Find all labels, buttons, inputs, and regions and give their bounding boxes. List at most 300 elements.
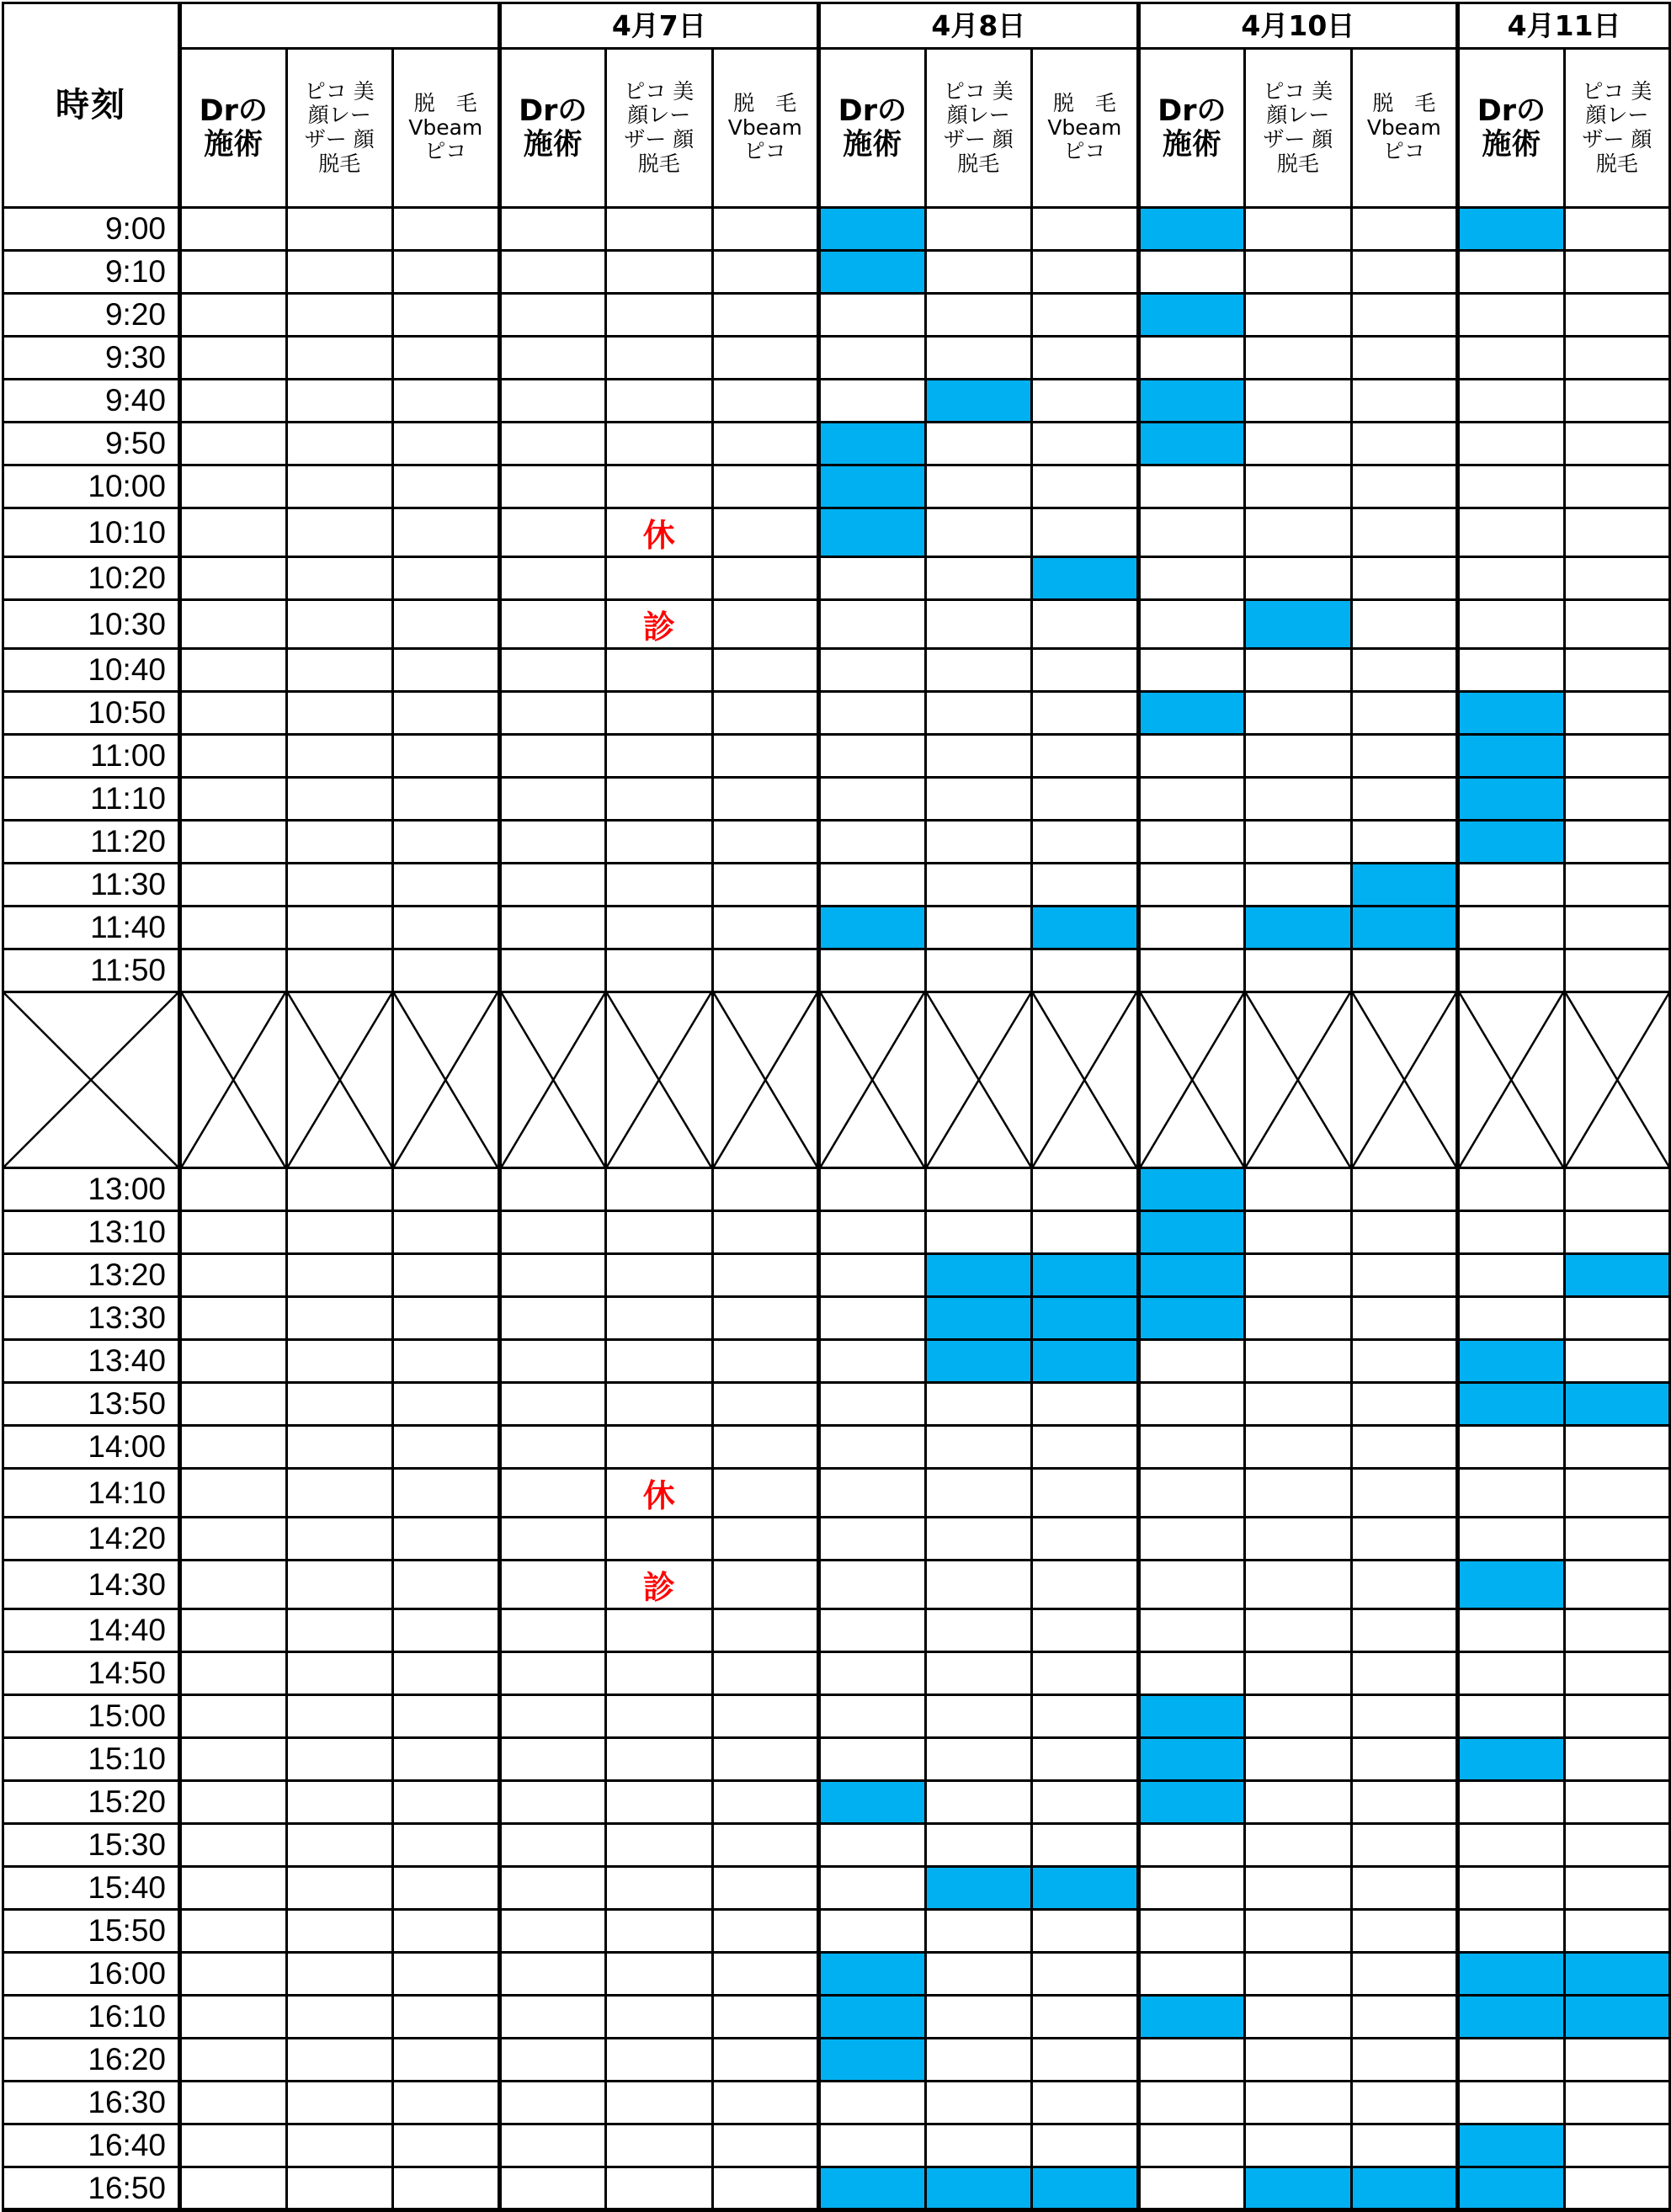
slot-cell[interactable]	[393, 1996, 500, 2039]
slot-cell[interactable]	[819, 2124, 926, 2167]
booked-slot-cell[interactable]	[1458, 1738, 1565, 1781]
booked-slot-cell[interactable]	[1138, 380, 1245, 423]
slot-cell[interactable]	[499, 557, 606, 600]
slot-cell[interactable]	[1138, 1910, 1245, 1953]
slot-cell[interactable]	[1138, 465, 1245, 508]
slot-cell[interactable]	[925, 208, 1032, 251]
slot-cell[interactable]	[1351, 380, 1458, 423]
slot-cell[interactable]	[1564, 380, 1671, 423]
slot-cell[interactable]	[499, 2082, 606, 2124]
slot-cell[interactable]	[606, 251, 713, 294]
slot-cell[interactable]	[393, 821, 500, 864]
booked-slot-cell[interactable]	[819, 251, 926, 294]
slot-cell[interactable]	[1032, 821, 1139, 864]
slot-cell[interactable]	[499, 1781, 606, 1824]
slot-cell[interactable]	[925, 508, 1032, 557]
slot-cell[interactable]	[1032, 735, 1139, 778]
slot-cell[interactable]	[180, 949, 287, 992]
booked-slot-cell[interactable]	[819, 465, 926, 508]
slot-cell[interactable]	[393, 2124, 500, 2167]
slot-cell[interactable]	[1564, 1518, 1671, 1561]
slot-cell[interactable]	[286, 465, 393, 508]
slot-cell[interactable]	[712, 649, 819, 692]
slot-cell[interactable]	[393, 380, 500, 423]
slot-cell[interactable]	[925, 1469, 1032, 1518]
slot-cell[interactable]	[1564, 1824, 1671, 1867]
slot-cell[interactable]	[180, 1738, 287, 1781]
slot-cell[interactable]	[819, 600, 926, 649]
slot-cell[interactable]	[180, 2082, 287, 2124]
slot-cell[interactable]	[1138, 1953, 1245, 1996]
slot-cell[interactable]	[499, 1867, 606, 1910]
slot-cell[interactable]	[180, 1867, 287, 1910]
slot-cell[interactable]	[286, 1824, 393, 1867]
slot-cell[interactable]	[606, 1738, 713, 1781]
slot-cell[interactable]	[180, 294, 287, 337]
slot-cell[interactable]	[1032, 1695, 1139, 1738]
booked-slot-cell[interactable]	[925, 1340, 1032, 1383]
booked-slot-cell[interactable]	[1245, 2167, 1352, 2210]
slot-cell[interactable]	[393, 692, 500, 735]
slot-cell[interactable]	[1245, 1738, 1352, 1781]
slot-cell[interactable]	[925, 1652, 1032, 1695]
slot-cell[interactable]	[1351, 735, 1458, 778]
slot-cell[interactable]	[712, 1996, 819, 2039]
slot-cell[interactable]	[1245, 1953, 1352, 1996]
slot-cell[interactable]	[1564, 864, 1671, 907]
slot-cell[interactable]	[606, 380, 713, 423]
slot-cell[interactable]	[180, 1469, 287, 1518]
slot-cell[interactable]	[1351, 1383, 1458, 1426]
slot-cell[interactable]	[499, 423, 606, 465]
slot-cell[interactable]	[819, 1561, 926, 1609]
slot-cell[interactable]	[925, 1910, 1032, 1953]
slot-cell[interactable]	[1564, 1867, 1671, 1910]
slot-cell[interactable]	[712, 1609, 819, 1652]
slot-cell[interactable]	[180, 1695, 287, 1738]
slot-cell[interactable]	[499, 1910, 606, 1953]
slot-cell[interactable]	[1138, 1518, 1245, 1561]
slot-cell[interactable]	[393, 337, 500, 380]
slot-cell[interactable]	[393, 557, 500, 600]
slot-cell[interactable]	[712, 1867, 819, 1910]
slot-cell[interactable]	[712, 692, 819, 735]
slot-cell[interactable]	[1032, 1383, 1139, 1426]
booked-slot-cell[interactable]	[819, 1996, 926, 2039]
slot-cell[interactable]	[286, 1953, 393, 1996]
slot-cell[interactable]	[180, 692, 287, 735]
slot-cell[interactable]	[393, 864, 500, 907]
slot-cell[interactable]	[499, 1953, 606, 1996]
slot-cell[interactable]	[1245, 251, 1352, 294]
slot-cell[interactable]	[606, 1383, 713, 1426]
slot-cell[interactable]	[393, 1469, 500, 1518]
slot-cell[interactable]	[499, 294, 606, 337]
slot-cell[interactable]	[1245, 1518, 1352, 1561]
slot-cell[interactable]	[499, 735, 606, 778]
slot-cell[interactable]	[1351, 778, 1458, 821]
slot-cell[interactable]	[180, 1953, 287, 1996]
slot-cell[interactable]	[286, 1254, 393, 1297]
slot-cell[interactable]	[499, 864, 606, 907]
slot-cell[interactable]	[393, 1695, 500, 1738]
slot-cell[interactable]	[499, 1824, 606, 1867]
slot-cell[interactable]	[606, 1953, 713, 1996]
slot-cell[interactable]	[925, 1426, 1032, 1469]
slot-cell[interactable]	[1245, 1426, 1352, 1469]
slot-cell[interactable]	[1032, 1910, 1139, 1953]
slot-cell[interactable]	[712, 557, 819, 600]
slot-cell[interactable]	[819, 1609, 926, 1652]
slot-cell[interactable]	[499, 600, 606, 649]
slot-cell[interactable]	[712, 1469, 819, 1518]
slot-cell[interactable]	[1245, 508, 1352, 557]
slot-cell[interactable]	[712, 735, 819, 778]
slot-cell[interactable]	[1564, 1340, 1671, 1383]
slot-cell[interactable]	[925, 1211, 1032, 1254]
slot-cell[interactable]	[393, 1297, 500, 1340]
slot-cell[interactable]	[819, 692, 926, 735]
slot-cell[interactable]	[606, 423, 713, 465]
slot-cell[interactable]	[393, 1867, 500, 1910]
slot-cell[interactable]	[925, 864, 1032, 907]
slot-cell[interactable]	[1032, 508, 1139, 557]
slot-cell[interactable]	[1564, 2124, 1671, 2167]
booked-slot-cell[interactable]	[1458, 735, 1565, 778]
slot-cell[interactable]	[712, 294, 819, 337]
slot-cell[interactable]	[925, 2082, 1032, 2124]
slot-cell[interactable]	[1032, 864, 1139, 907]
slot-cell[interactable]	[1351, 1340, 1458, 1383]
slot-cell[interactable]	[925, 600, 1032, 649]
slot-cell[interactable]	[286, 1340, 393, 1383]
slot-cell[interactable]	[606, 1211, 713, 1254]
slot-cell[interactable]	[819, 864, 926, 907]
slot-cell[interactable]	[606, 1996, 713, 2039]
slot-cell[interactable]	[606, 1168, 713, 1211]
slot-cell[interactable]	[1138, 337, 1245, 380]
slot-cell[interactable]	[1245, 1867, 1352, 1910]
slot-cell[interactable]	[1032, 692, 1139, 735]
slot-cell[interactable]	[499, 2124, 606, 2167]
slot-cell[interactable]	[606, 1297, 713, 1340]
slot-cell[interactable]	[712, 1561, 819, 1609]
slot-cell[interactable]	[1351, 2124, 1458, 2167]
slot-cell[interactable]	[1032, 1609, 1139, 1652]
slot-cell[interactable]	[1564, 1910, 1671, 1953]
slot-cell[interactable]	[819, 1695, 926, 1738]
slot-cell[interactable]	[180, 1297, 287, 1340]
booked-slot-cell[interactable]	[1458, 1996, 1565, 2039]
slot-cell[interactable]	[286, 1469, 393, 1518]
slot-cell[interactable]	[1564, 251, 1671, 294]
slot-cell[interactable]	[1245, 1211, 1352, 1254]
slot-cell[interactable]	[499, 949, 606, 992]
slot-cell[interactable]	[925, 2039, 1032, 2082]
slot-cell[interactable]	[1245, 380, 1352, 423]
slot-cell[interactable]	[1351, 1652, 1458, 1695]
slot-cell[interactable]	[499, 380, 606, 423]
slot-cell[interactable]	[1245, 1383, 1352, 1426]
slot-cell[interactable]	[1458, 423, 1565, 465]
slot-cell[interactable]	[1138, 600, 1245, 649]
slot-cell[interactable]	[1458, 1168, 1565, 1211]
slot-cell[interactable]	[925, 649, 1032, 692]
slot-cell[interactable]	[1351, 821, 1458, 864]
slot-cell[interactable]	[180, 380, 287, 423]
slot-cell[interactable]	[286, 907, 393, 949]
slot-cell[interactable]	[1138, 735, 1245, 778]
slot-cell[interactable]	[925, 907, 1032, 949]
slot-cell[interactable]	[393, 2167, 500, 2210]
slot-cell[interactable]	[1245, 1781, 1352, 1824]
slot-cell[interactable]	[1032, 1469, 1139, 1518]
slot-cell[interactable]	[1458, 337, 1565, 380]
booked-slot-cell[interactable]	[1458, 1561, 1565, 1609]
slot-cell[interactable]	[1564, 600, 1671, 649]
slot-cell[interactable]	[1245, 2082, 1352, 2124]
slot-cell[interactable]	[712, 1781, 819, 1824]
booked-slot-cell[interactable]	[1138, 208, 1245, 251]
slot-cell[interactable]	[925, 1953, 1032, 1996]
booked-slot-cell[interactable]	[1032, 1340, 1139, 1383]
slot-cell[interactable]	[180, 465, 287, 508]
booked-slot-cell[interactable]	[1138, 294, 1245, 337]
slot-cell[interactable]	[925, 294, 1032, 337]
slot-cell[interactable]	[925, 423, 1032, 465]
slot-cell[interactable]	[1351, 294, 1458, 337]
booked-slot-cell[interactable]	[1245, 600, 1352, 649]
slot-cell[interactable]	[819, 649, 926, 692]
slot-cell[interactable]	[393, 1254, 500, 1297]
slot-cell[interactable]	[1564, 735, 1671, 778]
slot-cell[interactable]	[499, 1383, 606, 1426]
slot-cell[interactable]	[286, 337, 393, 380]
slot-cell[interactable]	[499, 692, 606, 735]
booked-slot-cell[interactable]	[1351, 864, 1458, 907]
slot-cell[interactable]	[180, 1426, 287, 1469]
slot-cell[interactable]	[606, 208, 713, 251]
slot-cell[interactable]	[606, 557, 713, 600]
slot-cell[interactable]	[180, 864, 287, 907]
slot-cell[interactable]	[393, 1518, 500, 1561]
slot-cell[interactable]	[499, 508, 606, 557]
slot-cell[interactable]	[180, 1518, 287, 1561]
booked-slot-cell[interactable]	[1138, 423, 1245, 465]
slot-cell[interactable]	[1032, 949, 1139, 992]
slot-cell[interactable]	[606, 949, 713, 992]
slot-cell[interactable]	[286, 1738, 393, 1781]
slot-cell[interactable]	[1351, 508, 1458, 557]
slot-cell[interactable]	[925, 1383, 1032, 1426]
slot-cell[interactable]	[499, 337, 606, 380]
slot-cell[interactable]	[1032, 778, 1139, 821]
slot-cell[interactable]	[286, 1695, 393, 1738]
slot-cell[interactable]	[180, 423, 287, 465]
slot-cell[interactable]	[712, 508, 819, 557]
slot-cell[interactable]	[1564, 208, 1671, 251]
slot-cell[interactable]	[1138, 1824, 1245, 1867]
booked-slot-cell[interactable]	[819, 2039, 926, 2082]
slot-cell[interactable]	[1458, 949, 1565, 992]
slot-cell[interactable]	[286, 1168, 393, 1211]
slot-cell[interactable]	[180, 1254, 287, 1297]
slot-cell[interactable]	[606, 2167, 713, 2210]
booked-slot-cell[interactable]	[819, 208, 926, 251]
slot-cell[interactable]	[1564, 649, 1671, 692]
slot-cell[interactable]	[1564, 692, 1671, 735]
slot-cell[interactable]	[180, 778, 287, 821]
slot-cell[interactable]	[925, 2124, 1032, 2167]
slot-cell[interactable]	[286, 2082, 393, 2124]
slot-cell[interactable]	[286, 778, 393, 821]
slot-cell[interactable]	[712, 1426, 819, 1469]
slot-cell[interactable]	[1564, 1609, 1671, 1652]
slot-cell[interactable]	[712, 949, 819, 992]
slot-cell[interactable]	[286, 208, 393, 251]
slot-cell[interactable]	[1351, 1254, 1458, 1297]
slot-cell[interactable]	[286, 1609, 393, 1652]
booked-slot-cell[interactable]	[1032, 2167, 1139, 2210]
slot-cell[interactable]	[499, 251, 606, 294]
slot-cell[interactable]	[1138, 1561, 1245, 1609]
slot-cell[interactable]	[180, 1168, 287, 1211]
booked-slot-cell[interactable]	[925, 2167, 1032, 2210]
slot-cell[interactable]	[606, 2124, 713, 2167]
booked-slot-cell[interactable]	[1564, 1953, 1671, 1996]
slot-cell[interactable]	[1032, 600, 1139, 649]
slot-cell[interactable]	[1245, 735, 1352, 778]
slot-cell[interactable]	[499, 465, 606, 508]
slot-cell[interactable]	[1032, 380, 1139, 423]
slot-cell[interactable]	[1138, 821, 1245, 864]
slot-cell[interactable]	[1245, 1910, 1352, 1953]
slot-cell[interactable]	[1458, 1695, 1565, 1738]
slot-cell[interactable]	[286, 649, 393, 692]
booked-slot-cell[interactable]	[819, 2167, 926, 2210]
slot-cell[interactable]	[1564, 1297, 1671, 1340]
slot-cell[interactable]	[1458, 1211, 1565, 1254]
slot-cell[interactable]	[1138, 1469, 1245, 1518]
slot-cell[interactable]	[819, 778, 926, 821]
slot-cell[interactable]	[1032, 294, 1139, 337]
slot-cell[interactable]	[393, 465, 500, 508]
slot-cell[interactable]	[1351, 1211, 1458, 1254]
slot-cell[interactable]	[712, 1254, 819, 1297]
booked-slot-cell[interactable]	[1458, 1340, 1565, 1383]
slot-cell[interactable]	[1458, 251, 1565, 294]
slot-cell[interactable]	[393, 423, 500, 465]
slot-cell[interactable]	[712, 1518, 819, 1561]
slot-cell[interactable]	[1032, 1168, 1139, 1211]
slot-cell[interactable]	[180, 1781, 287, 1824]
booked-slot-cell[interactable]	[1458, 821, 1565, 864]
slot-cell[interactable]	[1458, 600, 1565, 649]
slot-cell[interactable]	[180, 1211, 287, 1254]
slot-cell[interactable]	[1351, 600, 1458, 649]
slot-cell[interactable]	[1564, 949, 1671, 992]
slot-cell[interactable]	[819, 1518, 926, 1561]
booked-slot-cell[interactable]	[1032, 1867, 1139, 1910]
slot-cell[interactable]	[393, 1738, 500, 1781]
slot-cell[interactable]	[1245, 821, 1352, 864]
slot-cell[interactable]	[393, 1824, 500, 1867]
slot-cell[interactable]	[1564, 423, 1671, 465]
slot-cell[interactable]	[1032, 649, 1139, 692]
slot-cell[interactable]	[499, 1297, 606, 1340]
slot-cell[interactable]	[712, 1297, 819, 1340]
slot-cell[interactable]	[1245, 557, 1352, 600]
slot-cell[interactable]	[606, 1781, 713, 1824]
slot-cell[interactable]	[1564, 1781, 1671, 1824]
slot-cell[interactable]	[925, 1996, 1032, 2039]
slot-cell[interactable]	[606, 649, 713, 692]
slot-cell[interactable]	[286, 1426, 393, 1469]
slot-cell[interactable]	[1564, 1168, 1671, 1211]
slot-cell[interactable]	[1458, 2082, 1565, 2124]
slot-cell[interactable]	[1032, 1518, 1139, 1561]
booked-slot-cell[interactable]	[1032, 1254, 1139, 1297]
slot-cell[interactable]	[1564, 1469, 1671, 1518]
slot-cell[interactable]	[819, 1910, 926, 1953]
slot-cell[interactable]	[606, 1867, 713, 1910]
slot-cell[interactable]	[925, 465, 1032, 508]
slot-cell[interactable]	[1032, 465, 1139, 508]
slot-cell[interactable]	[1138, 251, 1245, 294]
slot-cell[interactable]	[1245, 1609, 1352, 1652]
slot-cell[interactable]	[393, 1953, 500, 1996]
slot-cell[interactable]	[606, 1340, 713, 1383]
slot-cell[interactable]	[499, 1652, 606, 1695]
slot-cell[interactable]	[180, 821, 287, 864]
slot-cell[interactable]	[1458, 380, 1565, 423]
slot-cell[interactable]	[1564, 1738, 1671, 1781]
slot-cell[interactable]	[1245, 208, 1352, 251]
slot-cell[interactable]	[393, 1426, 500, 1469]
slot-cell[interactable]	[1351, 1910, 1458, 1953]
slot-cell[interactable]	[606, 1609, 713, 1652]
slot-cell[interactable]	[180, 1561, 287, 1609]
slot-cell[interactable]	[499, 1609, 606, 1652]
slot-cell[interactable]	[1032, 1652, 1139, 1695]
slot-cell[interactable]	[180, 1340, 287, 1383]
slot-cell[interactable]	[180, 907, 287, 949]
slot-cell[interactable]	[1245, 1996, 1352, 2039]
slot-cell[interactable]	[499, 1469, 606, 1518]
booked-slot-cell[interactable]	[1138, 1168, 1245, 1211]
slot-cell[interactable]	[1458, 1652, 1565, 1695]
slot-cell[interactable]	[1245, 649, 1352, 692]
slot-cell[interactable]	[712, 337, 819, 380]
slot-cell[interactable]	[393, 1168, 500, 1211]
slot-cell[interactable]	[286, 423, 393, 465]
slot-cell[interactable]	[286, 1383, 393, 1426]
slot-cell[interactable]	[606, 337, 713, 380]
slot-cell[interactable]	[286, 251, 393, 294]
slot-cell[interactable]	[1351, 1695, 1458, 1738]
slot-cell[interactable]	[606, 778, 713, 821]
slot-cell[interactable]	[925, 735, 1032, 778]
slot-cell[interactable]	[499, 1738, 606, 1781]
slot-cell[interactable]	[1351, 465, 1458, 508]
slot-cell[interactable]	[712, 1211, 819, 1254]
slot-cell[interactable]	[393, 1609, 500, 1652]
slot-cell[interactable]	[1032, 2124, 1139, 2167]
slot-cell[interactable]	[1245, 778, 1352, 821]
slot-cell[interactable]	[1032, 2039, 1139, 2082]
slot-cell[interactable]	[1458, 2039, 1565, 2082]
slot-cell[interactable]	[1458, 1867, 1565, 1910]
